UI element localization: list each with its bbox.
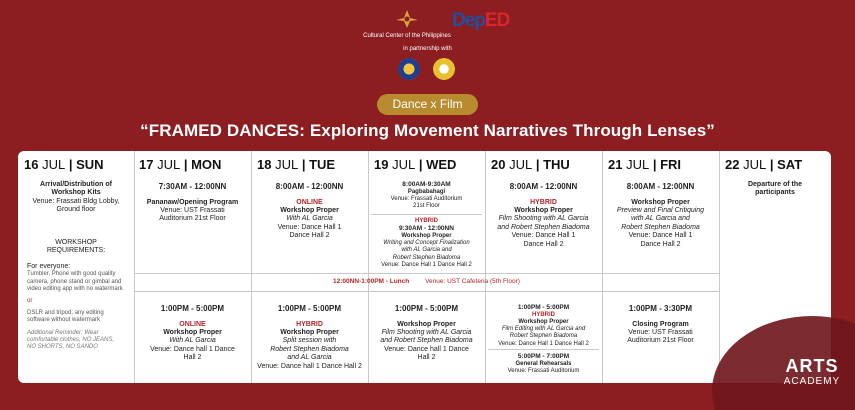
day-header-sun: 16 JUL | SUN [24,157,104,172]
day-header-wed: 19 JUL | WED [374,157,457,172]
mon-am-session: 7:30AM - 12:00NN Pananaw/Opening Program Venue: UST Frassati Auditorium 21st Floor [146,182,239,223]
column-divider [134,151,135,383]
column-divider [602,151,603,383]
mon-pm-session: 1:00PM - 5:00PM ONLINE Workshop Proper With AL Garcia Venue: Dance hall 1 Dance Hall 2 [150,304,235,362]
tue-am-session: 8:00AM - 12:00NN ONLINE Workshop Proper With AL Garcia Venue: Dance Hall 1 Dance Hall 2 [275,182,344,240]
day-weekday: THU [543,157,570,172]
day-month: JUL [275,157,299,172]
program-tag: Dance x Film [377,94,478,115]
deped-logo [452,10,512,36]
day-month: JUL [157,157,181,172]
day-number: 16 [24,157,39,172]
day-header-thu: 20 JUL | THU [491,157,570,172]
day-header-sat: 22 JUL | SAT [725,157,803,172]
header [0,0,855,150]
sun-arrival: Arrival/Distribution of Workshop Kits Venue: Frassati Bldg Lobby, Ground floor [32,181,120,214]
sun-requirements-list: For everyone: Tumbler, Phone with good quality camera, phone stand or gimbal and video editing app with no watermark or DSLR and tripod, any editing software without watermark Additional Reminder: Wear comfortable clothes, NO JEANS, NO SHORTS, NO SANDO [27,263,123,350]
day-weekday: WED [426,157,457,172]
day-header-tue: 18 JUL | TUE [257,157,336,172]
day-number: 22 [725,157,740,172]
day-weekday: SUN [76,157,104,172]
deped-logo-right: ED [484,10,510,31]
day-weekday: FRI [660,157,682,172]
schedule-table [18,151,831,383]
column-divider [251,151,252,383]
wed-sharing-session: 8:00AM-9:30AM Pagbabahagi Venue: Frassati Auditorium 21st Floor [390,181,463,210]
day-number: 19 [374,157,389,172]
day-weekday: MON [191,157,222,172]
day-header-mon: 17 JUL | MON [139,157,222,172]
column-divider [719,151,720,383]
day-number: 17 [139,157,154,172]
thu-evening-session: 5:00PM - 7:00PM General Rehearsals Venue: Frassati Auditorium [507,353,580,374]
day-number: 18 [257,157,272,172]
fri-pm-session: 1:00PM - 3:30PM Closing Program Venue: UST Frassati Auditorium 21st Floor [627,304,694,345]
row-divider [134,291,719,292]
lunch-venue: Venue: UST Cafeteria (5th Floor) [425,278,520,285]
ust-seal-icon [433,58,455,80]
wed-pm-session: 1:00PM - 5:00PM Workshop Proper Film Shooting with AL Garcia and Robert Stephen Biadoma Venue: Dance hall 1 Dance Hall 2 [380,304,473,362]
row-divider [488,349,599,350]
ccp-name: Cultural Center of the Philippines [363,33,451,39]
sun-requirements-heading: WORKSHOP REQUIREMENTS: [46,239,106,255]
column-divider [368,151,369,383]
lunch-row [134,273,719,291]
day-weekday: SAT [777,157,803,172]
day-number: 21 [608,157,623,172]
day-month: JUL [626,157,650,172]
arts-academy-logo [770,356,854,410]
partnership-text: in partnership with [403,46,452,52]
arts-logo-word: ARTS [785,356,839,376]
day-month: JUL [743,157,767,172]
row-divider [371,214,482,215]
column-divider [485,151,486,383]
wed-am-workshop: HYBRID 9:30AM - 12:00NN Workshop Proper Writing and Concept Finalization with AL Garcia and Robert Stephen Biadoma Venue: Dance Hall 1 Dance Hall 2 [381,218,472,268]
deped-logo-left: Dep [452,10,485,31]
tue-pm-session: 1:00PM - 5:00PM HYBRID Workshop Proper Split session with Robert Stephen Biadoma and AL Garcia Venue: Dance hall 1 Dance Hall 2 [257,304,362,370]
academy-logo-word: ACADEMY [783,376,841,387]
lunch-time: 12:00NN-1:00PM - Lunch [333,278,410,285]
day-weekday: TUE [309,157,336,172]
day-number: 20 [491,157,506,172]
partner-seal-icon [398,58,420,80]
day-month: JUL [42,157,66,172]
ccp-emblem-icon [394,8,420,30]
day-header-fri: 21 JUL | FRI [608,157,682,172]
day-month: JUL [509,157,533,172]
day-month: JUL [392,157,416,172]
sat-departure: Departure of the participants [747,181,803,197]
thu-am-session: 8:00AM - 12:00NN HYBRID Workshop Proper Film Shooting with AL Garcia and Robert Stephen Biadoma Venue: Dance Hall 1 Dance Hall 2 [497,182,590,248]
thu-pm-session: 1:00PM - 5:00PM HYBRID Workshop Proper Film Editing with AL Garcia and Robert Stephen Biadoma Venue: Dance Hall 1 Dance Hall 2 [498,304,589,347]
fri-am-session: 8:00AM - 12:00NN Workshop Proper Preview and Final Critiquing with AL Garcia and Robert Stephen Biadoma Venue: Dance Hall 1 Dance Hall 2 [616,182,705,248]
page-title: “FRAMED DANCES: Exploring Movement Narratives Through Lenses” [140,121,715,140]
